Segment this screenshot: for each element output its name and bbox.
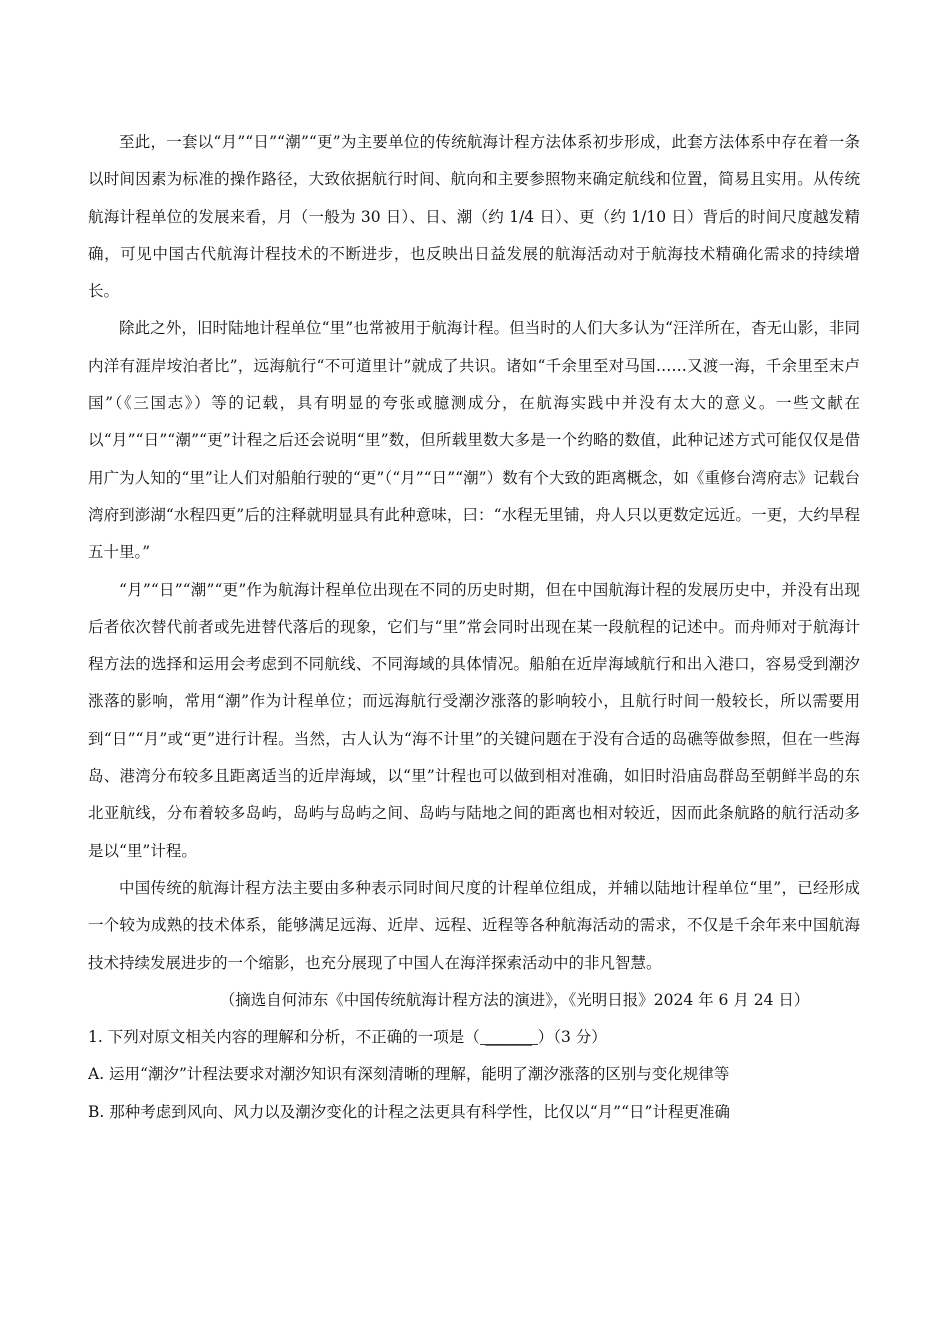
option-b: B. 那种考虑到风向、风力以及潮汐变化的计程之法更具有科学性，比仅以“月”“日”计程更准确 — [88, 1102, 730, 1121]
source-citation: （摘选自何沛东《中国传统航海计程方法的演进》，《光明日报》2024 年 6 月 24 日） — [219, 990, 810, 1009]
paragraph-2: 除此之外，旧时陆地计程单位“里”也常被用于航海计程。但当时的人们大多认为“汪洋所在，杳无山影，非同内洋有涯岸垵泊者比”，远海航行“不可道里计”就成了共识。诸如“千余里至对马国……又渡一海，千余里至末卢国”（《三国志》）等的记载，具有明显的夸张或臆测成分，在航海实践中并没有太大的意义。一些文献在以“月”“日”“潮”“更”计程之后还会说明“里”数，但所载里数大多是一个约略的数值，此种记述方式可能仅仅是借用广为人知的“里”让人们对船舶行驶的“更”（“月”“日”“潮”）数有个大致的距离概念，如《重修台湾府志》记载台湾府到澎湖“水程四更”后的注释就明显具有此种意味，曰：“水程无里铺，舟人只以更数定远近。一更，大约旱程五十里。” — [88, 319, 860, 562]
paragraph-3: “月”“日”“潮”“更”作为航海计程单位出现在不同的历史时期，但在中国航海计程的发展历史中，并没有出现后者依次替代前者或先进替代落后的现象，它们与“里”常会同时出现在某一段航程的记述中。而舟师对于航海计程方法的选择和运用会考虑到不同航线、不同海域的具体情况。船舶在近岸海域航行和出入港口，容易受到潮汐涨落的影响，常用“潮”作为计程单位；而远海航行受潮汐涨落的影响较小，且航行时间一般较长，所以需要用到“日”“月”或“更”进行计程。当然，古人认为“海不计里”的关键问题在于没有合适的岛礁等做参照，但在一些海岛、港湾分布较多且距离适当的近岸海域，以“里”计程也可以做到相对准确，如旧时沿庙岛群岛至朝鲜半岛的东北亚航线，分布着较多岛屿，岛屿与岛屿之间、岛屿与陆地之间的距离也相对较近，因而此条航路的航行活动多是以“里”计程。 — [88, 580, 860, 860]
question-stem-text: 1. 下列对原文相关内容的理解和分析，不正确的一项是（ — [88, 1028, 480, 1047]
option-a: A. 运用“潮汐”计程法要求对潮汐知识有深刻清晰的理解，能明了潮汐涨落的区别与变化规律等 — [88, 1065, 730, 1084]
question-stem — [88, 1019, 860, 1056]
paragraph-1: 至此，一套以“月”“日”“潮”“更”为主要单位的传统航海计程方法体系初步形成，此套方法体系中存在着一条以时间因素为标准的操作路径，大致依据航行时间、航向和主要参照物来确定航线和位置，简易且实用。从传统航海计程单位的发展来看，月（一般为 30 日）、日、潮（约 1/4 日）、更（约 1/10 日）背后的时间尺度越发精确，可见中国古代航海计程技术的不断进步，也反映出日益发展的航海活动对于航海技术精确化需求的持续增长。 — [88, 133, 860, 301]
question-score: ）（3 分） — [537, 1028, 607, 1047]
answer-blank: ______ — [480, 1030, 538, 1045]
paragraph-4: 中国传统的航海计程方法主要由多种表示同时间尺度的计程单位组成，并辅以陆地计程单位“里”，已经形成一个较为成熟的技术体系，能够满足远海、近岸、远程、近程等各种航海活动的需求，不仅是千余年来中国航海技术持续发展进步的一个缩影，也充分展现了中国人在海洋探索活动中的非凡智慧。 — [88, 878, 860, 972]
document-page — [88, 124, 860, 1131]
